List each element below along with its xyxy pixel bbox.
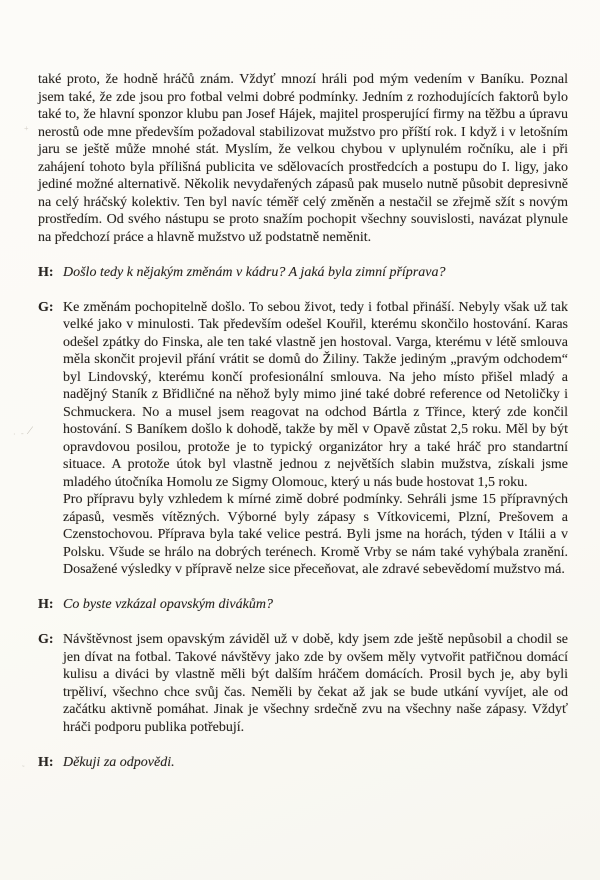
- question-3-block: [38, 754, 568, 772]
- page-text-column: [38, 71, 568, 771]
- scan-artifact-icon: ·: [13, 430, 16, 439]
- answer-1-paragraph-1: Ke změnám pochopitelně došlo. To sebou život, tedy i fotbal přináší. Nebyly však už tak velké jako v minulosti. Tak především odešel Kouřil, kterému skončilo hostování. Karas odešel zpátky do Finska, ale ten také vlastně jen hostoval. Varga, kterému v létě smlouva měla skončit projevil přání vrátit se domů do Žiliny. Takže jediným „pravým odchodem“ byl Lindovský, kterému končí profesionální smlouva. Na jeho místo přišel mladý a nadějný Staník z Břidličné na něhož byly mimo jiné také dobré reference od Netoličky i Schmuckera. No a musel jsem reagovat na odchod Bártla z Třince, který zde končil hostování. S Baníkem došlo k dohodě, takže by měl v Opavě zůstat 2,5 roku. Měl by být opravdovou posilou, protože je to typický organizátor hry a také hráč pro standartní situace. A protože útok byl vlastně jednou z největších slabin mužstva, získali jsme mladého útočníka Homolu ze Sigmy Olomouc, který u nás bude hostovat 1,5 roku.: [63, 299, 568, 490]
- intro-paragraph: také proto, že hodně hráčů znám. Vždyť mnozí hráli pod mým vedením v Baníku. Poznal jsem také, že zde jsou pro fotbal velmi dobré podmínky. Jedním z rozhodujících faktorů bylo také to, že hlavní sponzor klubu pan Josef Hájek, majitel prosperující firmy na těžbu a úpravu nerostů ode mne především požadoval stabilizovat mužstvo pro příští rok. I když i v letošním jaru se ještě může mnohé stát. Myslím, že velkou chybou v uplynulém ročníku, ale i při zahájení tohoto byla přílišná publicita ve sdělovacích prostředcích a postupu do I. ligy, jako jediné možné alternativě. Několik nevydařených zápasů pak muselo nutně působit depresivně na celý hráčský kolektiv. Ten byl navíc téměř celý změněn a nestačil se zřejmě sžít s novým prostředím. Od svého nástupu se proto snažím pochopit všechny souvislosti, navázat plynule na předchozí práce a hlavně mužstvo už podstatně neměnit.: [38, 72, 568, 245]
- question-1-text: Došlo tedy k nějakým změnám v kádru? A jaká byla zimní příprava?: [63, 264, 446, 280]
- scan-artifact-icon: ⁄: [29, 423, 32, 437]
- speaker-label-g1: G:: [38, 299, 54, 315]
- scan-artifact-icon: -: [21, 429, 24, 438]
- question-2-block: [38, 596, 568, 614]
- question-1-block: [38, 264, 568, 282]
- question-3-text: Děkuji za odpovědi.: [63, 754, 175, 770]
- scan-artifact-icon: ˜: [22, 764, 25, 773]
- speaker-label-h2: H:: [38, 597, 54, 612]
- answer-1-block: [38, 299, 568, 579]
- answer-1-paragraph-2: Pro přípravu byly vzhledem k mírné zimě dobré podmínky. Sehráli jsme 15 přípravných zápasů, vesměs vítězných. Výborné byly zápasy s Vítkovicemi, Plzní, Prešovem a Czenstochovou. Příprava byla také velice pestrá. Byli jsme na horách, týden v Itálii a v Polsku. Všude se hrálo na dobrých terénech. Kromě Vrby se nám také vyhýbala zranění. Dosažené výsledky v přípravě nelze sice přeceňovat, ale zdravé sebevědomí mužstvo má.: [63, 492, 568, 577]
- speaker-label-h3: H:: [38, 754, 54, 770]
- scan-artifact-icon: +: [24, 124, 29, 133]
- speaker-label-g2: G:: [38, 632, 54, 647]
- answer-2-block: [38, 631, 568, 736]
- answer-2-paragraph-1: Návštěvnost jsem opavským záviděl už v době, kdy jsem zde ještě nepůsobil a chodil se jen dívat na fotbal. Takové návštěvy jako zde by ovšem měly vytvořit patřičnou domácí kulisu a diváci by vlastně měli být dalším hráčem domácích. Prosil bych je, aby byli trpěliví, všechno chce svůj čas. Neměli by čekat až jak se bude utkání vyvíjet, ale od začátku aktivně pomáhat. Jinak je všechny srdečně zvu na všechny naše zápasy. Vždyť hráči podporu publika potřebují.: [63, 632, 568, 735]
- question-2-text: Co byste vzkázal opavským divákům?: [63, 597, 273, 612]
- speaker-label-h1: H:: [38, 264, 54, 280]
